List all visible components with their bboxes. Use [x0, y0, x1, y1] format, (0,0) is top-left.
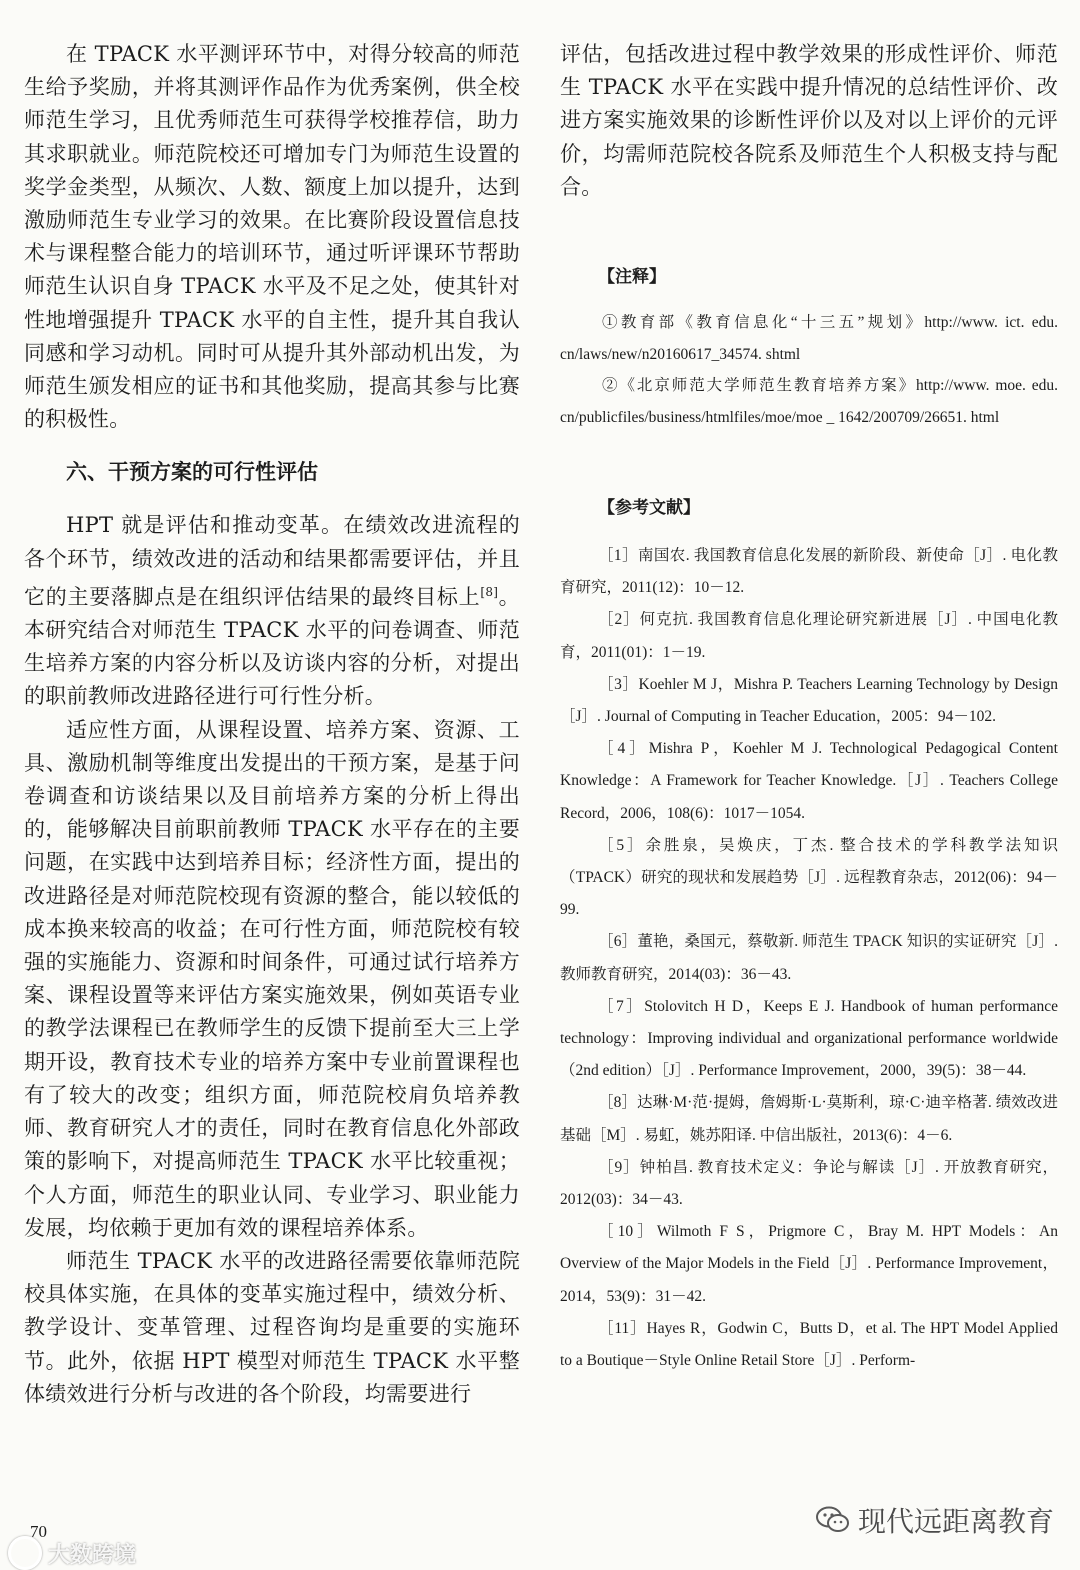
reference-item: ［3］Koehler M J，Mishra P. Teachers Learning Technology by Design［J］. Journal of Computing in Teacher Education，2005：94－102. — [560, 675, 1058, 726]
reference-item: ［2］何克抗. 我国教育信息化理论研究新进展［J］. 中国电化教育，2011(01)：1－19. — [560, 611, 1058, 661]
notes-list — [560, 307, 1058, 433]
references-list — [560, 540, 1058, 1377]
right-column — [560, 38, 1058, 1377]
references-heading: 【参考文献】 — [598, 498, 700, 519]
wechat-icon — [816, 1506, 850, 1534]
reference-item: ［5］余胜泉，吴焕庆，丁杰. 整合技术的学科教学法知识（TPACK）研究的现状和发展趋势［J］. 远程教育杂志，2012(06)：94－99. — [560, 836, 1058, 919]
note-item: ①教育部《教育信息化“十三五”规划》http://www. ict. edu. cn/laws/new/n20160617_34574. shtml — [560, 314, 1058, 363]
watermark-left — [8, 1536, 136, 1570]
paragraph: 评估，包括改进过程中教学效果的形成性评价、师范生 TPACK 水平在实践中提升情况的总结性评价、改进方案实施效果的诊断性评价以及对以上评价的元评价，均需师范院校各院系及师范生个人积极支持与配合。 — [560, 42, 1058, 199]
reference-item: ［6］董艳，桑国元，蔡敬新. 师范生 TPACK 知识的实证研究［J］. 教师教育研究，2014(03)：36－43. — [560, 933, 1058, 983]
note-item: ②《北京师范大学师范生教育培养方案》http://www. moe. edu. cn/publicfiles/business/htmlfiles/moe/moe _ 1642/200709/26651. html — [560, 377, 1058, 426]
reference-item: ［1］南国农. 我国教育信息化发展的新阶段、新使命［J］. 电化教育研究，2011(12)：10－12. — [560, 547, 1058, 597]
watermark-right — [816, 1500, 1054, 1540]
paragraph: 适应性方面，从课程设置、培养方案、资源、工具、激励机制等维度出发提出的干预方案，是基于问卷调查和访谈结果以及目前培养方案的分析上得出的，能够解决目前职前教师 TPACK 水平存在的主要问题，在实践中达到培养目标；经济性方面，提出的改进路径是对师范院校现有资源的整合，能以较低的成本换来较高的收益；在可行性方面，师范院校有较强的实施能力、资源和时间条件，可通过试行培养方案、课程设置等来评估方案实施效果，例如英语专业的教学法课程已在教师学生的反馈下提前至大三上学期开设，教育技术专业的培养方案中专业前置课程也有了较大的改变；组织方面，师范院校肩负培养教师、教育研究人才的责任，同时在教育信息化外部政策的影响下，对提高师范生 TPACK 水平比较重视；个人方面，师范生的职业认同、专业学习、职业能力发展，均依赖于更加有效的课程培养体系。 — [24, 717, 520, 1240]
notes-heading: 【注释】 — [598, 267, 666, 288]
paragraph: 在 TPACK 水平测评环节中，对得分较高的师范生给予奖励，并将其测评作品作为优秀案例，供全校师范生学习，且优秀师范生可获得学校推荐信，助力其求职就业。师范院校还可增加专门为师范生设置的奖学金类型，从频次、人数、额度上加以提升，达到激励师范生专业学习的效果。在比赛阶段设置信息技术与课程整合能力的培训环节，通过听评课环节帮助师范生认识自身 TPACK 水平及不足之处，使其针对性地增强提升 TPACK 水平的自主性，提升其自我认同感和学习动机。同时可从提升其外部动机出发，为师范生颁发相应的证书和其他奖励，提高其参与比赛的积极性。 — [24, 42, 520, 432]
paragraph: 师范生 TPACK 水平的改进路径需要依靠师范院校具体实施，在具体的变革实施过程中，绩效分析、教学设计、变革管理、过程咨询均是重要的实施环节。此外，依据 HPT 模型对师范生 TPACK 水平整体绩效进行分析与改进的各个阶段，均需要进行 — [24, 1248, 520, 1406]
reference-item: ［4］Mishra P，Koehler M J. Technological Pedagogical Content Knowledge：A Framework for Teacher Knowledge.［J］. Teachers College Record，2006，108(6)：1017－1054. — [560, 740, 1058, 822]
watermark-right-text: 现代远距离教育 — [858, 1505, 1055, 1538]
reference-item: ［7］Stolovitch H D，Keeps E J. Handbook of human performance technology：Improving individual and organizational performance worldwide（2nd edition）［J］. Performance Improvement，2000，39(5)：38－44. — [560, 997, 1058, 1080]
watermark-left-text: 大数跨境 — [48, 1542, 137, 1568]
reference-item: ［11］Hayes R，Godwin C，Butts D，et al. The HPT Model Applied to a Boutique－Style Online Retail Store［J］. Perform- — [560, 1319, 1058, 1370]
reference-item: ［8］达琳·M·范·提姆，詹姆斯·L·莫斯利，琼·C·迪辛格著. 绩效改进基础［M］. 易虹，姚苏阳译. 中信出版社，2013(6)：4－6. — [560, 1094, 1058, 1144]
reference-item: ［10］Wilmoth F S，Prigmore C，Bray M. HPT Models：An Overview of the Major Models in the Field［J］. Performance Improvement，2014，53(9)：31－42. — [560, 1223, 1058, 1305]
page-number: 70 — [30, 1522, 47, 1541]
watermark-logo-icon — [8, 1536, 42, 1570]
paragraph — [24, 509, 520, 713]
citation-mark: [8] — [480, 584, 499, 599]
reference-item: ［9］钟柏昌. 教育技术定义：争论与解读［J］. 开放教育研究，2012(03)：34－43. — [560, 1158, 1058, 1209]
left-column — [24, 38, 520, 1411]
section-heading: 六、干预方案的可行性评估 — [66, 460, 318, 485]
paragraph-text: 。本研究结合对师范生 TPACK 水平的问卷调查、师范生培养方案的内容分析以及访谈内容的分析，对提出的职前教师改进路径进行可行性分析。 — [24, 584, 520, 709]
paragraph-text: HPT 就是评估和推动变革。在绩效改进流程的各个环节，绩效改进的活动和结果都需要评估，并且它的主要落脚点是在组织评估结果的最终目标上 — [24, 513, 520, 609]
